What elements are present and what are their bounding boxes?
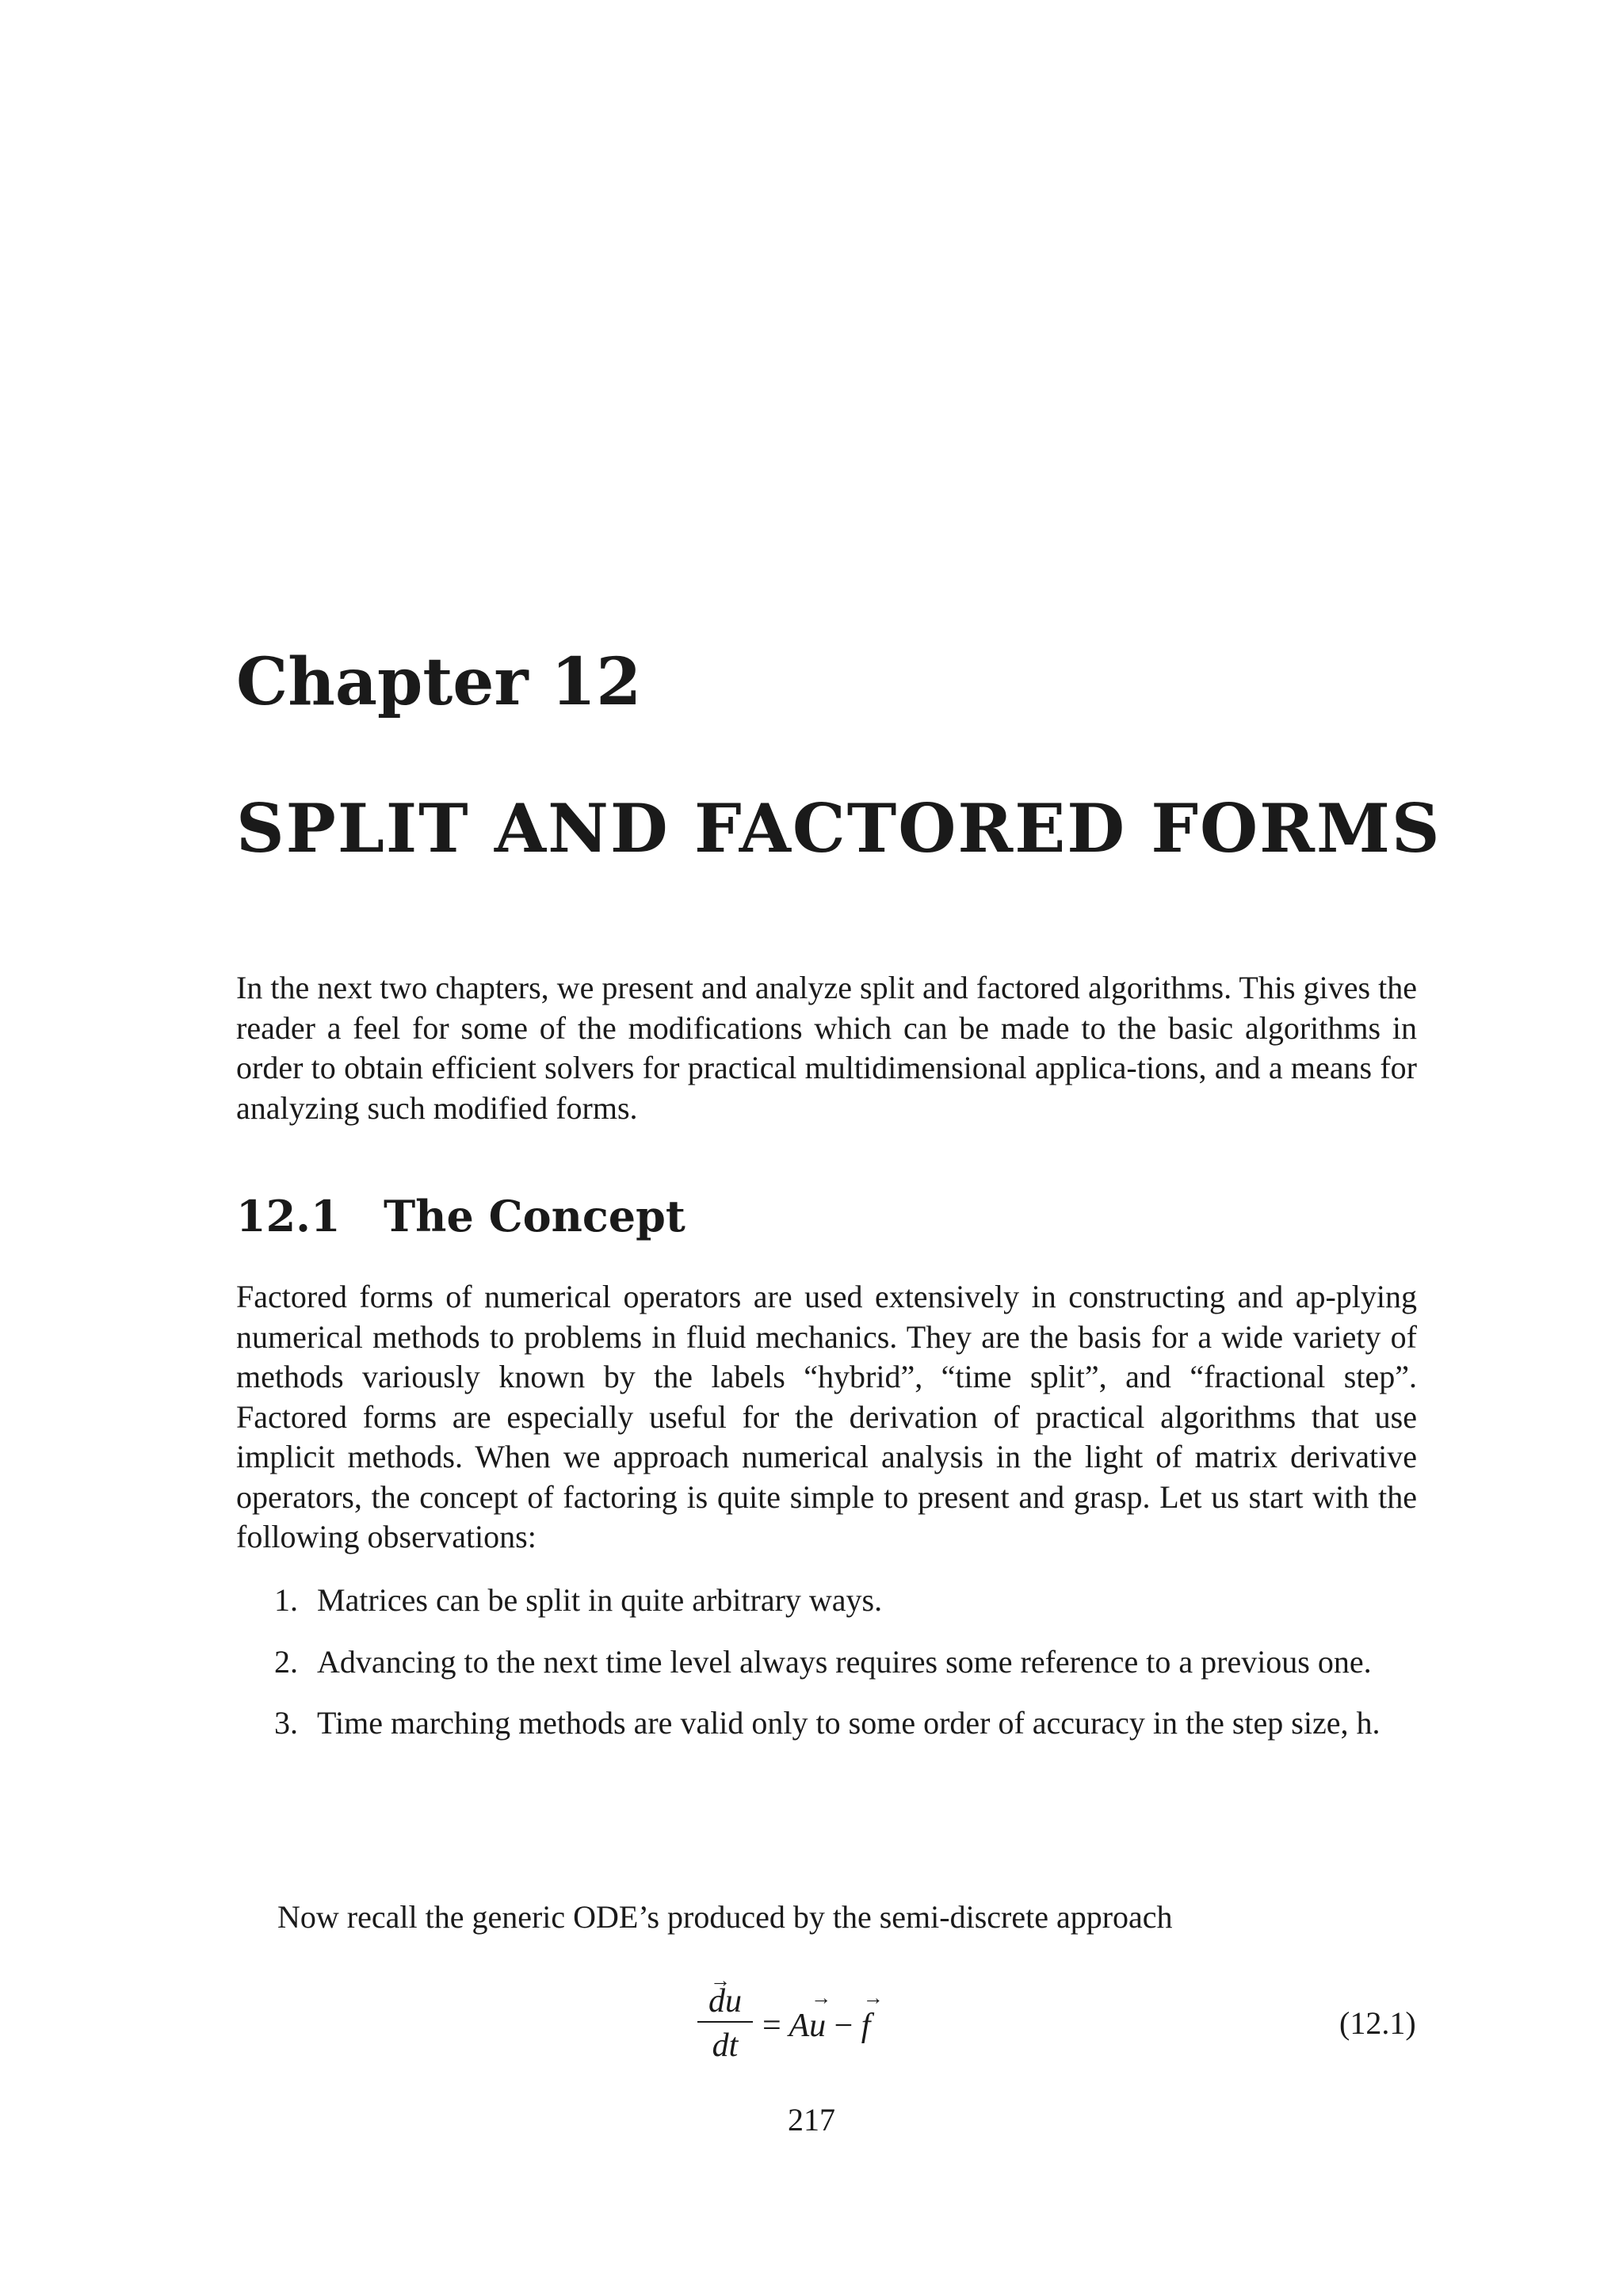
list-item-number: 3.: [274, 1705, 298, 1741]
equation-numerator: → du: [708, 1977, 742, 2026]
equation-denominator: dt: [712, 2027, 739, 2064]
vector-f: → f: [861, 2007, 871, 2045]
intro-paragraph: In the next two chapters, we present and analyze split and factored algorithms. This gives the reader a feel for some of the modifications which can be made to the basic algorithms in order to obtain efficient solvers for practical multidimensional applica-tions, and a means for analyzing such modified forms.: [236, 970, 1417, 1126]
vector-u: → u: [809, 2007, 826, 2045]
chapter-label: Chapter 12: [236, 644, 642, 720]
equation-fraction: [697, 1977, 753, 2065]
list-item-text: Advancing to the next time level always requires some reference to a previous one.: [317, 1643, 1372, 1680]
matrix-a: A: [789, 2008, 810, 2044]
list-item: [236, 1581, 1417, 1621]
equation-number: (12.1): [1339, 2005, 1416, 2041]
body-paragraph: Factored forms of numerical operators are used extensively in constructing and ap-plying numerical methods to problems in fluid mechanics. They are the basis for a wide variety of methods variously known by the labels “hybrid”, “time split”, and “fractional step”. Factored forms are especially useful for the derivation of practical algorithms that use implicit methods. When we approach numerical analysis in the light of matrix derivative operators, the concept of factoring is quite simple to present and grasp. Let us start with the following observations:: [236, 1279, 1417, 1554]
list-item-number: 2.: [274, 1643, 298, 1680]
list-item-number: 1.: [274, 1582, 298, 1618]
equals-sign: =: [762, 2008, 781, 2044]
section-heading: [236, 1191, 685, 1241]
chapter-title: SPLIT AND FACTORED FORMS: [236, 789, 1442, 868]
list-item: [236, 1642, 1417, 1683]
observation-list: [236, 1581, 1417, 1744]
recall-sentence: Now recall the generic ODE’s produced by the semi-discrete approach: [277, 1899, 1173, 1935]
equation-rhs: [762, 2007, 870, 2045]
section-number: 12.1: [236, 1191, 341, 1241]
list-item-text: Matrices can be split in quite arbitrary ways.: [317, 1582, 883, 1618]
section-title: The Concept: [384, 1191, 685, 1241]
list-item-text: Time marching methods are valid only to some order of accuracy in the step size, h.: [317, 1705, 1381, 1741]
list-item: [236, 1703, 1417, 1744]
page-number: 217: [788, 2102, 835, 2138]
minus-sign: −: [834, 2008, 854, 2044]
